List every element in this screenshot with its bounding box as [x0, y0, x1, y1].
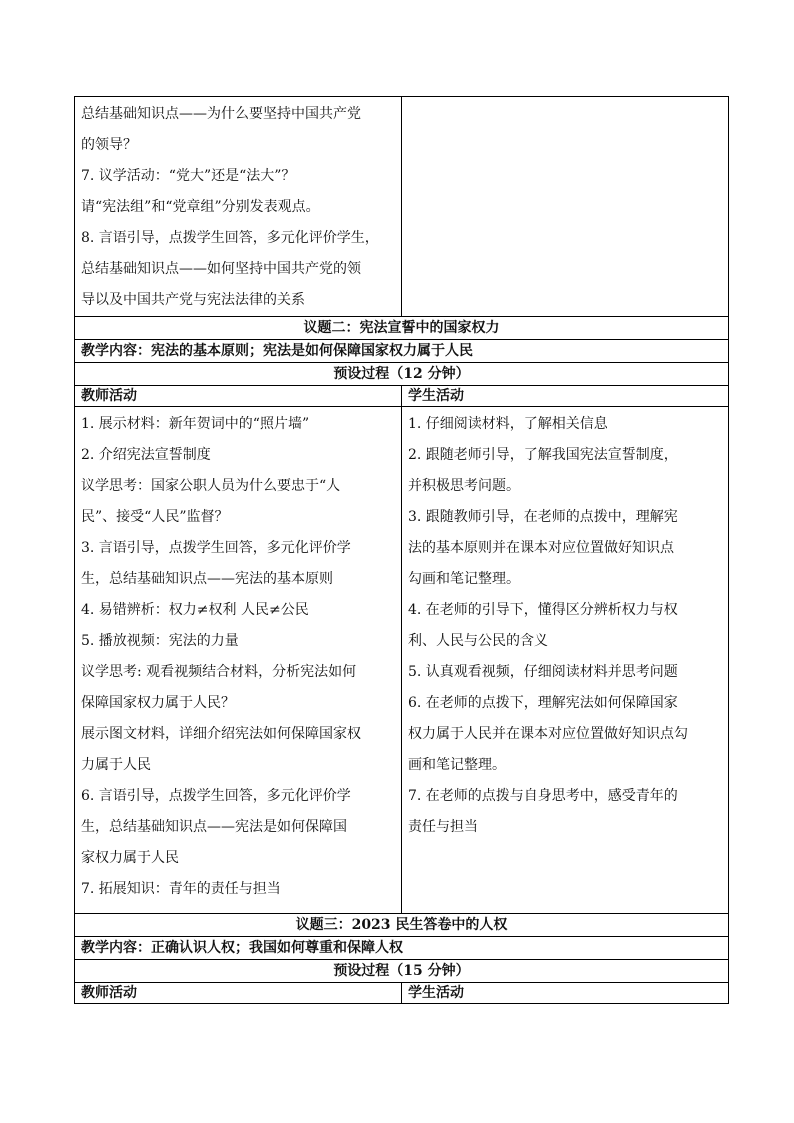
- text-line: 6. 在老师的点拨下，理解宪法如何保障国家: [408, 695, 678, 711]
- student-activity-cell: [402, 97, 729, 317]
- text-line: 责任与担当: [408, 819, 478, 835]
- text-line: 3. 跟随教师引导，在老师的点拨中，理解宪: [408, 509, 678, 525]
- topic3-content: 教学内容：正确认识人权；我国如何尊重和保障人权: [81, 940, 403, 956]
- text-line: 2. 跟随老师引导，了解我国宪法宣誓制度，: [408, 447, 678, 463]
- text-line: 4. 易错辨析：权力≠权利 人民≠公民: [81, 602, 309, 618]
- text-line: 法的基本原则并在课本对应位置做好知识点: [408, 540, 674, 556]
- text-line: 1. 展示材料：新年贺词中的“照片墙”: [81, 416, 310, 432]
- text-line: 画和笔记整理。: [408, 757, 506, 773]
- text-line: 5. 认真观看视频，仔细阅读材料并思考问题: [408, 664, 678, 680]
- text-line: 民”、接受“人民”监督？: [81, 509, 229, 525]
- topic3-title: 议题三：2023 民生答卷中的人权: [295, 917, 508, 933]
- text-line: 权力属于人民并在课本对应位置做好知识点勾: [408, 726, 688, 742]
- teacher-activity-header: 教师活动: [81, 985, 137, 1001]
- student-activity-header: 学生活动: [408, 985, 464, 1001]
- text-line: 勾画和笔记整理。: [408, 571, 520, 587]
- lesson-plan-table: [74, 96, 729, 1004]
- student-activity-cell: [402, 407, 729, 914]
- text-line: 6. 言语引导，点拨学生回答，多元化评价学: [81, 788, 351, 804]
- student-activity-header: 学生活动: [408, 388, 464, 404]
- text-line: 7. 在老师的点拨与自身思考中，感受青年的: [408, 788, 678, 804]
- text-line: 总结基础知识点——如何坚持中国共产党的领: [81, 261, 361, 277]
- topic2-column-header-row: [75, 386, 729, 407]
- topic3-content-row: [75, 937, 729, 960]
- text-line: 并积极思考问题。: [408, 478, 520, 494]
- topic3-column-header-row: [75, 983, 729, 1004]
- text-line: 利、人民与公民的含义: [408, 633, 548, 649]
- topic2-process-row: [75, 363, 729, 386]
- topic3-process: 预设过程（15 分钟）: [333, 963, 470, 979]
- text-line: 2. 介绍宪法宣誓制度: [81, 447, 211, 463]
- topic2-process: 预设过程（12 分钟）: [333, 366, 470, 382]
- text-line: 1. 仔细阅读材料，了解相关信息: [408, 416, 608, 432]
- text-line: 生，总结基础知识点——宪法是如何保障国: [81, 819, 347, 835]
- topic3-title-row: [75, 914, 729, 937]
- teacher-activity-header: 教师活动: [81, 388, 137, 404]
- text-line: 7. 议学活动：“党大”还是“法大”？: [81, 168, 296, 184]
- text-line: 家权力属于人民: [81, 850, 179, 866]
- topic2-title: 议题二：宪法宣誓中的国家权力: [303, 320, 500, 336]
- text-line: 5. 播放视频：宪法的力量: [81, 633, 239, 649]
- text-line: 展示图文材料，详细介绍宪法如何保障国家权: [81, 726, 361, 742]
- teacher-activity-cell: [75, 97, 402, 317]
- text-line: 导以及中国共产党与宪法法律的关系: [81, 292, 305, 308]
- topic2-content: 教学内容：宪法的基本原则；宪法是如何保障国家权力属于人民: [81, 343, 473, 359]
- text-line: 总结基础知识点——为什么要坚持中国共产党: [81, 106, 361, 122]
- text-line: 的领导？: [81, 137, 137, 153]
- text-line: 议学思考: 观看视频结合材料，分析宪法如何: [81, 664, 357, 680]
- topic2-activities-row: [75, 407, 729, 914]
- text-line: 7. 拓展知识：青年的责任与担当: [81, 881, 281, 897]
- text-line: 力属于人民: [81, 757, 151, 773]
- text-line: 3. 言语引导，点拨学生回答，多元化评价学: [81, 540, 351, 556]
- text-line: 8. 言语引导，点拨学生回答，多元化评价学生，: [81, 230, 379, 246]
- text-line: 生，总结基础知识点——宪法的基本原则: [81, 571, 333, 587]
- text-line: 4. 在老师的引导下，懂得区分辨析权力与权: [408, 602, 678, 618]
- topic2-content-row: [75, 340, 729, 363]
- text-line: 议学思考：国家公职人员为什么要忠于“人: [81, 478, 341, 494]
- topic2-title-row: [75, 317, 729, 340]
- text-line: 保障国家权力属于人民？: [81, 695, 235, 711]
- teacher-activity-cell: [75, 407, 402, 914]
- topic3-process-row: [75, 960, 729, 983]
- continuation-row: [75, 97, 729, 317]
- text-line: 请“宪法组”和“党章组”分别发表观点。: [81, 199, 320, 215]
